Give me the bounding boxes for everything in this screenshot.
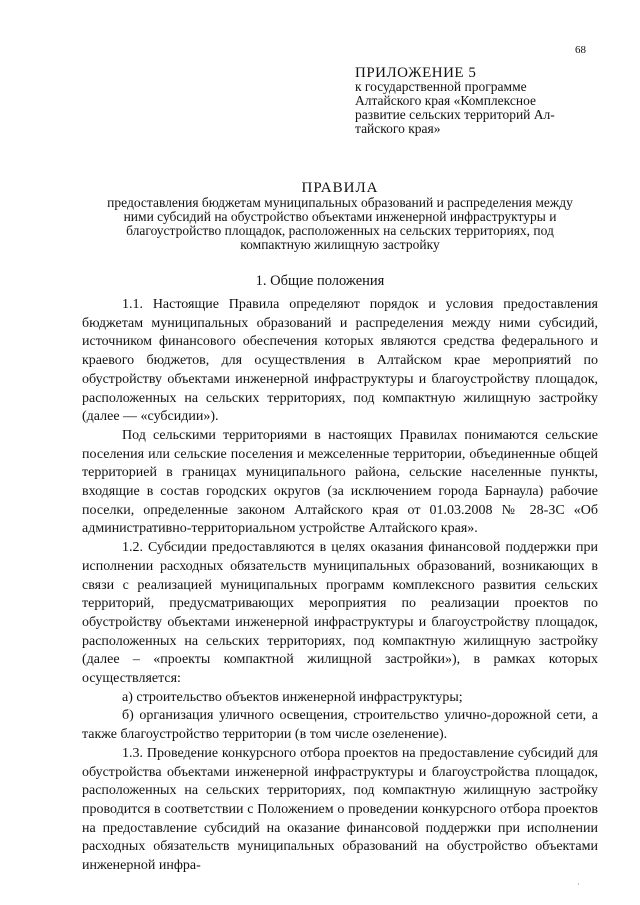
list-item-a: а) строительство объектов инженерной инфраструктуры; (122, 689, 463, 705)
body-text (82, 296, 598, 876)
appendix-line: тайского края» (355, 121, 441, 136)
rules-subtitle-line: предоставления бюджетам муниципальных образований и распределения между (107, 195, 573, 210)
footer-mark: · (577, 880, 580, 889)
paragraph-rural-definition: Под сельскими территориями в настоящих Правилах понимаются сельские поселения или сельские поселения и межселенные территории, объединенные общей территорией в границах муниципального района, сельские населенные пункты, входящие в состав городских округов (за исключением города Барнаула) рабочие поселки, определенные законом Алтайского края от 01.03.2008 № 28-ЗС «Об административно-территориальном устройстве Алтайского края». (82, 427, 598, 537)
section-heading: 1. Общие положения (255, 273, 385, 289)
appendix-block (355, 66, 595, 136)
paragraph-1-3: 1.3. Проведение конкурсного отбора проектов на предоставление субсидий для обустройства объектами инженерной инфраструктуры и благоустройства площадок, расположенных на сельских территориях, под компактную жилищную застройку проводится в соответствии с Положением о проведении конкурсного отбора проектов на предоставление субсидий на оказание финансовой поддержки при исполнении расходных обязательств муниципальных образований на обустройство объектами инженерной инфра- (82, 745, 598, 874)
rules-subtitle-line: ними субсидий на обустройство объектами инженерной инфраструктуры и (123, 209, 557, 224)
rules-subtitle-line: благоустройство площадок, расположенных на сельских территориях, под (126, 223, 554, 238)
rules-title-block (80, 181, 600, 252)
appendix-line: развитие сельских территорий Ал- (355, 107, 555, 122)
paragraph-1-1: 1.1. Настоящие Правила определяют порядок и условия предоставления бюджетам муниципальных образований и распределения между ними субсидий, источником финансового обеспечения которых являются средства федерального и краевого бюджетов, для осуществления в Алтайском крае мероприятий по обустройству объектами инженерной инфраструктуры и благоустройству площадок, расположенных на сельских территориях, под компактную жилищную застройку (далее — «субсидии»). (82, 297, 598, 425)
appendix-line: Алтайского края «Комплексное (355, 93, 537, 108)
rules-title: ПРАВИЛА (301, 180, 379, 196)
appendix-heading: ПРИЛОЖЕНИЕ 5 (355, 65, 477, 81)
appendix-line: к государственной программе (355, 79, 527, 94)
paragraph-1-2: 1.2. Субсидии предоставляются в целях оказания финансовой поддержки при исполнении расходных обязательств муниципальных образований, возникающих в связи с реализацией муниципальных программ комплексного развития сельских территорий, предусматривающих мероприятия по реализации проектов по обустройству объектами инженерной инфраструктуры и благоустройству площадок, расположенных на сельских территориях, под компактную жилищную застройку (далее – «проекты компактной жилищной застройки»), в рамках которых осуществляется: (82, 540, 598, 687)
page-number: 68 (575, 44, 586, 56)
rules-subtitle-line: компактную жилищную застройку (240, 237, 440, 252)
list-item-b: б) организация уличного освещения, строительство улично-дорожной сети, а также благоустройство территории (в том числе озеленение). (82, 708, 598, 743)
